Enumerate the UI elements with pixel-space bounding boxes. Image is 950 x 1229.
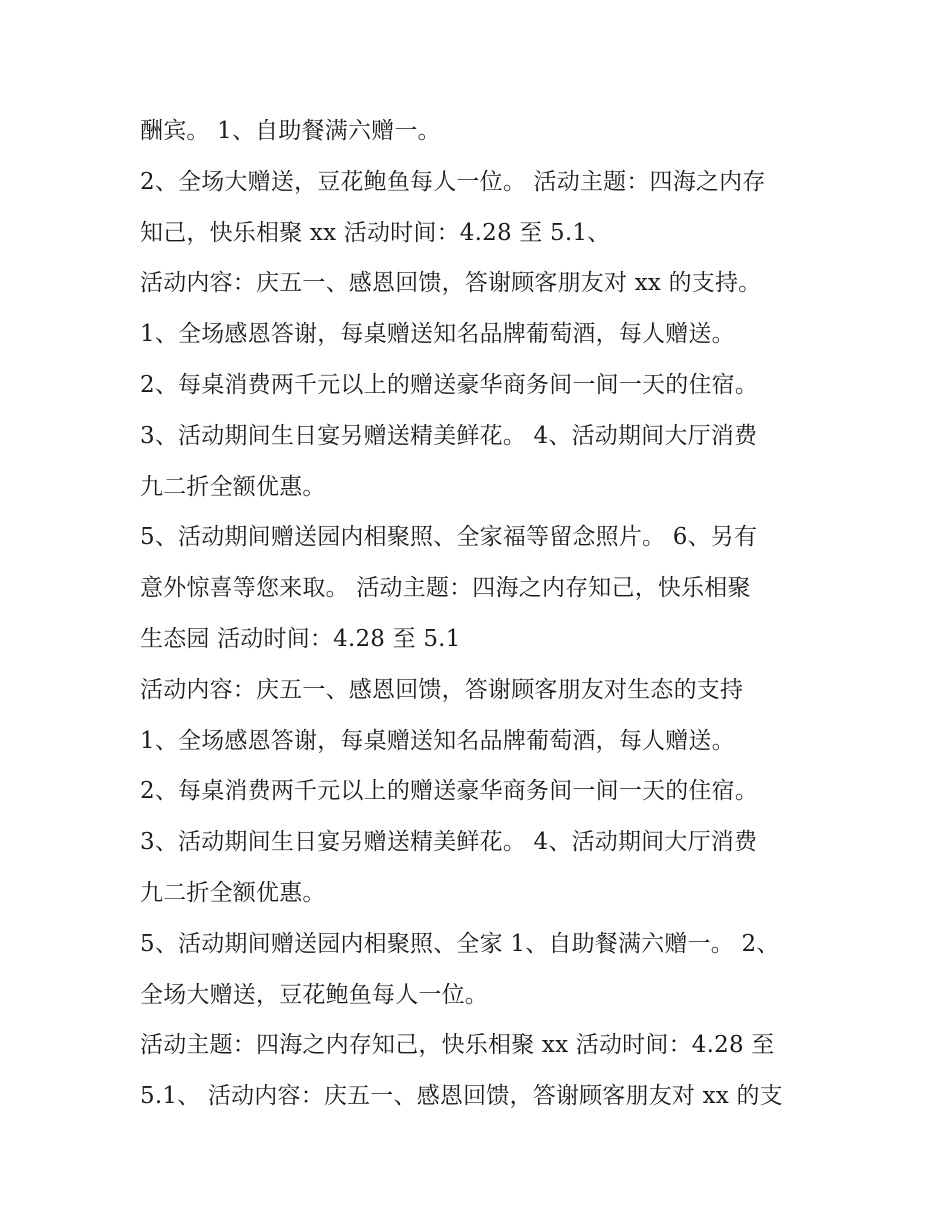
- text-line: 活动内容：庆五一、感恩回馈，答谢顾客朋友对 xx 的支持。: [140, 270, 762, 297]
- text-line: 生态园 活动时间：4.28 至 5.1: [140, 625, 461, 652]
- text-line: 九二折全额优惠。: [140, 473, 326, 500]
- text-line: 全场大赠送，豆花鲍鱼每人一位。: [140, 981, 488, 1008]
- text-line: 2、每桌消费两千元以上的赠送豪华商务间一间一天的住宿。: [140, 778, 759, 805]
- text-line: 活动主题：四海之内存知己，快乐相聚 xx 活动时间：4.28 至: [140, 1032, 775, 1059]
- text-line: 3、活动期间生日宴另赠送精美鲜花。 4、活动期间大厅消费: [140, 422, 758, 449]
- text-line: 1、全场感恩答谢，每桌赠送知名品牌葡萄酒，每人赠送。: [140, 321, 735, 348]
- text-line: 5.1、 活动内容：庆五一、感恩回馈，答谢顾客朋友对 xx 的支: [140, 1083, 783, 1110]
- text-line: 活动内容：庆五一、感恩回馈，答谢顾客朋友对生态的支持: [140, 676, 744, 703]
- text-line: 酬宾。 1、自助餐满六赠一。: [140, 118, 441, 144]
- text-line: 意外惊喜等您来取。 活动主题：四海之内存知己，快乐相聚: [140, 575, 751, 602]
- text-line: 3、活动期间生日宴另赠送精美鲜花。 4、活动期间大厅消费: [140, 829, 758, 856]
- text-line: 知己，快乐相聚 xx 活动时间：4.28 至 5.1、: [140, 219, 611, 246]
- body-text: [140, 106, 830, 1122]
- text-line: 1、全场感恩答谢，每桌赠送知名品牌葡萄酒，每人赠送。: [140, 727, 735, 754]
- text-line: 5、活动期间赠送园内相聚照、全家 1、自助餐满六赠一。 2、: [140, 930, 780, 957]
- text-line: 2、全场大赠送，豆花鲍鱼每人一位。 活动主题：四海之内存: [140, 168, 766, 195]
- text-line: 2、每桌消费两千元以上的赠送豪华商务间一间一天的住宿。: [140, 371, 759, 398]
- text-line: 5、活动期间赠送园内相聚照、全家福等留念照片。 6、另有: [140, 524, 758, 551]
- text-line: 九二折全额优惠。: [140, 879, 326, 906]
